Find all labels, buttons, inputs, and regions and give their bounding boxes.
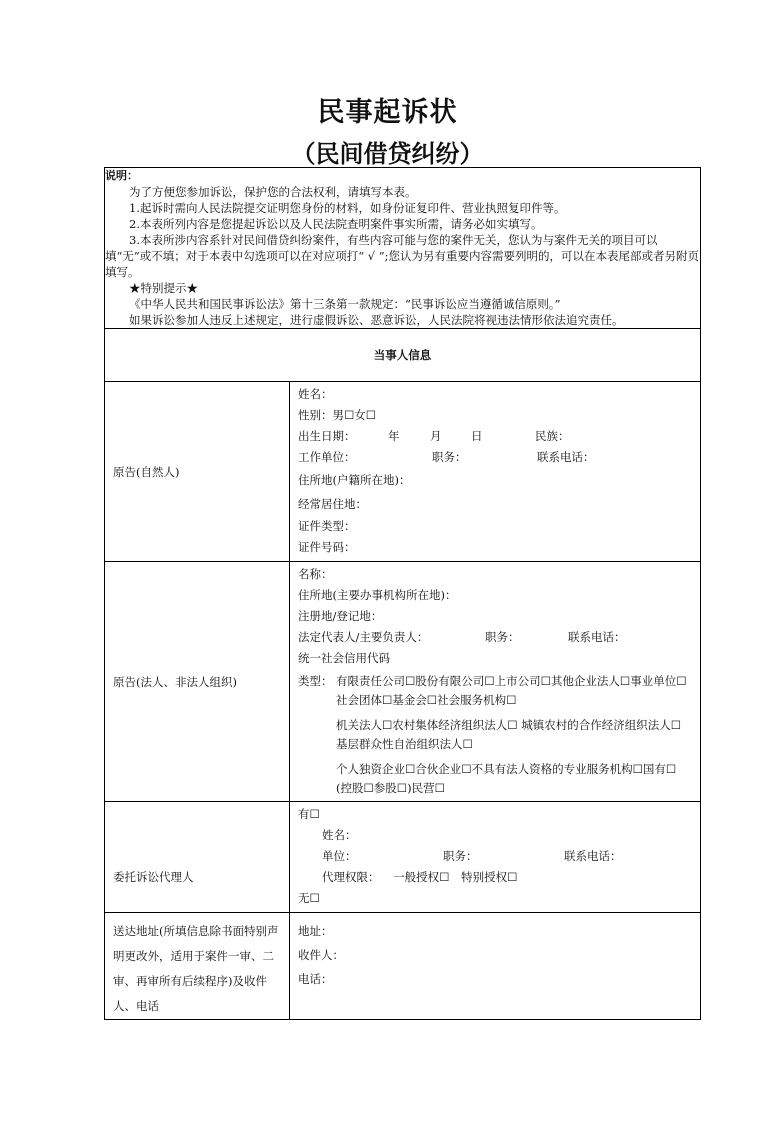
plaintiff-natural-label: 原告(自然人) (105, 382, 290, 562)
field-employment[interactable] (298, 447, 692, 468)
position-label: 职务： (432, 450, 467, 464)
plaintiff-legal-row (105, 562, 701, 802)
field-residence[interactable]: 经常居住地： (298, 497, 367, 511)
instruction-item-3: 3.本表所涉内容系针对民间借贷纠纷案件，有些内容可能与您的案件无关，您认为与案件无关的项目可以填“无”或不填；对于本表中勾选项可以在对应项打“ √ ”;您认为另有重要内容需要列明的，可以在本表尾部或者另附页填写。 (105, 233, 700, 279)
org-type-options (298, 672, 692, 798)
day-label: 日 (471, 429, 483, 443)
field-org-domicile[interactable]: 住所地(主要办事机构所在地)： (298, 588, 457, 602)
general-authority-checkbox[interactable]: 一般授权☐ (393, 870, 450, 884)
law-citation: 《中华人民共和国民事诉讼法》第十三条第一款规定：“民事诉讼应当遵循诚信原则。” (129, 297, 561, 311)
year-label: 年 (388, 429, 400, 443)
field-gender[interactable]: 性别：男☐女☐ (298, 408, 377, 422)
service-recipient-field[interactable]: 收件人： (298, 948, 344, 962)
agent-position-label: 职务： (443, 849, 478, 863)
instructions-heading: 说明： (105, 169, 138, 182)
section-header-row (105, 329, 701, 382)
document-subtitle: （民间借贷纠纷） (291, 140, 484, 168)
plaintiff-natural-row (105, 382, 701, 562)
section-title: 当事人信息 (105, 329, 701, 382)
instruction-item-2: 2.本表所列内容是您提起诉讼以及人民法院查明案件事实所需，请务必如实填写。 (129, 217, 543, 231)
agent-name[interactable]: 姓名： (322, 828, 357, 842)
plaintiff-legal-label: 原告(法人、非法人组织) (105, 562, 290, 802)
month-label: 月 (430, 429, 442, 443)
org-type-group-1[interactable]: 有限责任公司☐股份有限公司☐上市公司☐其他企业法人☐事业单位☐社会团体☐基金会☐社会服务机构☐ (336, 674, 687, 707)
agent-unit-label: 单位： (322, 849, 357, 863)
field-representative[interactable] (298, 627, 692, 648)
service-phone-field[interactable]: 电话： (298, 972, 333, 986)
org-type-group-3[interactable]: 个人独资企业☐合伙企业☐不具有法人资格的专业服务机构☐国有☐ (控股☐参股☐)民营☐ (336, 762, 677, 795)
service-address-row (105, 913, 701, 1020)
field-name[interactable]: 姓名： (298, 387, 333, 401)
special-authority-checkbox[interactable]: 特别授权☐ (461, 870, 518, 884)
instructions-intro: 为了方便您参加诉讼，保护您的合法权利，请填写本表。 (129, 185, 417, 199)
employer-label: 工作单位： (298, 450, 356, 464)
agent-unit-line[interactable] (298, 846, 692, 867)
field-registered-place[interactable]: 注册地/登记地： (298, 609, 383, 623)
ethnicity-label: 民族： (535, 429, 570, 443)
agent-yes-checkbox[interactable]: 有☐ (298, 807, 320, 821)
instruction-item-1: 1.起诉时需向人民法院提交证明您身份的材料，如身份证复印件、营业执照复印件等。 (129, 201, 566, 215)
field-credit-code[interactable]: 统一社会信用代码 (298, 651, 390, 665)
service-address-fields (290, 913, 701, 1020)
agent-label: 委托诉讼代理人 (105, 802, 290, 913)
phone-label: 联系电话： (537, 450, 595, 464)
field-birth-ethnicity[interactable] (298, 426, 692, 447)
org-type-label: 类型： (298, 674, 333, 688)
field-domicile[interactable]: 住所地(户籍所在地)： (298, 473, 411, 487)
field-org-name[interactable]: 名称： (298, 567, 333, 581)
representative-label: 法定代表人/主要负责人： (298, 630, 429, 644)
service-address-label: 送达地址(所填信息除书面特别声明更改外，适用于案件一审、二审、再审所有后续程序)及收件人、电话 (105, 913, 290, 1020)
field-id-type[interactable]: 证件类型： (298, 519, 356, 533)
birth-date-label: 出生日期： (298, 429, 356, 443)
agent-phone-label: 联系电话： (564, 849, 622, 863)
plaintiff-legal-fields (290, 562, 701, 802)
agent-authority-label: 代理权限： (322, 870, 380, 884)
instructions-row (105, 168, 701, 329)
agent-authority-line[interactable] (298, 867, 692, 888)
complaint-form-table (104, 167, 701, 1020)
service-address-field[interactable]: 地址： (298, 924, 333, 938)
agent-row (105, 802, 701, 913)
document-title: 民事起诉状 (317, 97, 458, 128)
false-litigation-warning: 如果诉讼参加人违反上述规定，进行虚假诉讼、恶意诉讼，人民法院将视违法情形依法追究责任。 (129, 313, 624, 327)
rep-position-label: 职务： (485, 630, 520, 644)
plaintiff-natural-fields (290, 382, 701, 562)
agent-no-checkbox[interactable]: 无☐ (298, 891, 320, 905)
special-notice-heading: ★特别提示★ (129, 281, 198, 295)
field-id-number[interactable]: 证件号码： (298, 540, 356, 554)
rep-phone-label: 联系电话： (568, 630, 626, 644)
agent-fields (290, 802, 701, 913)
org-type-group-2[interactable]: 机关法人☐农村集体经济组织法人☐ 城镇农村的合作经济组织法人☐基层群众性自治组织法人☐ (336, 718, 682, 751)
instructions-box (105, 168, 701, 329)
